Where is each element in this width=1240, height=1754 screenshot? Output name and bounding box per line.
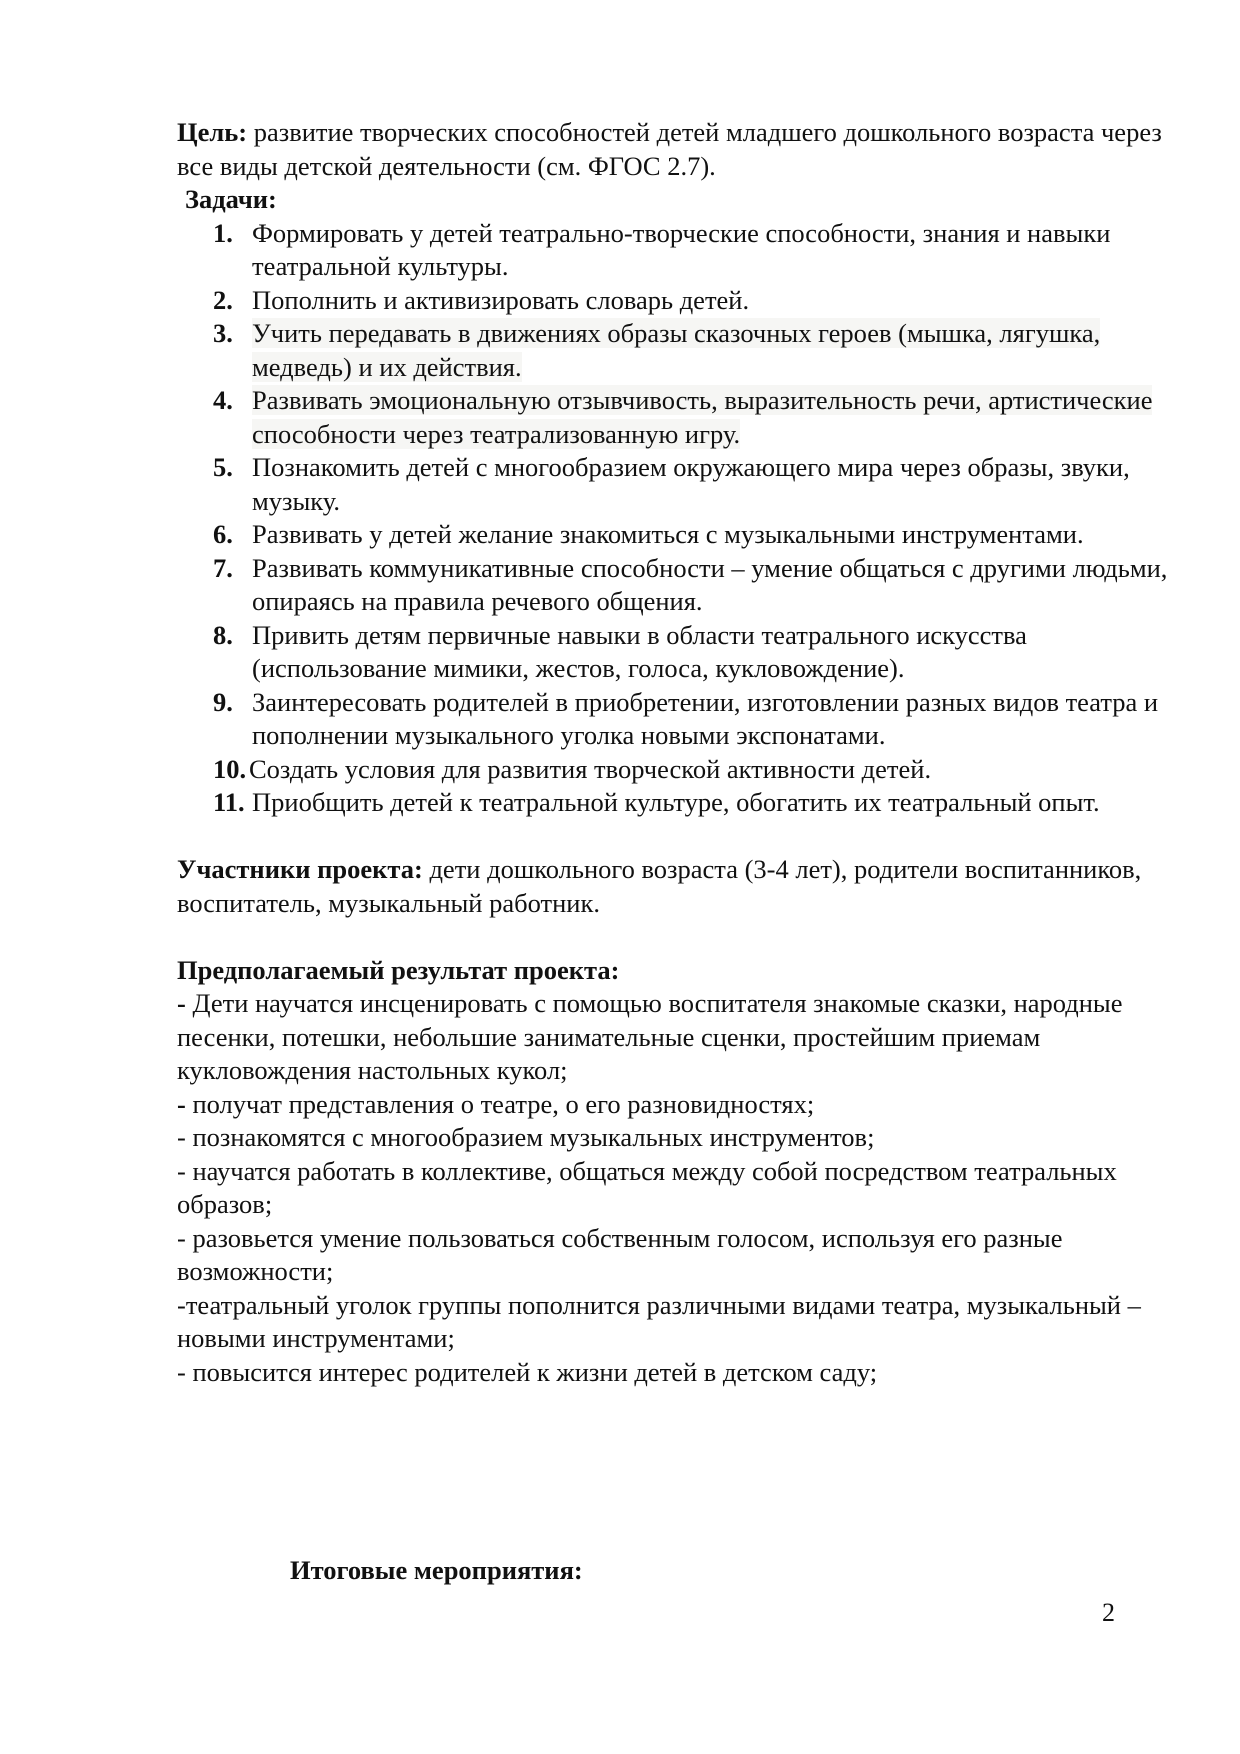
task-text: Развивать коммуникативные способности – умение общаться с другими людьми, опираясь на правила речевого общения. [252, 552, 1168, 616]
task-item [177, 619, 1177, 686]
task-number: 5. [213, 452, 233, 482]
task-number: 6. [213, 519, 233, 549]
result-item [177, 1356, 1177, 1390]
task-item [177, 786, 1177, 820]
result-text: - научатся работать в коллективе, общаться между собой посредством театральных образов; [177, 1155, 1117, 1219]
task-item [177, 451, 1177, 518]
result-dash: - [177, 1088, 186, 1119]
task-item [177, 686, 1177, 753]
task-number: 1. [213, 217, 233, 248]
task-number: 9. [213, 686, 233, 717]
goal-label: Цель: [177, 117, 248, 147]
task-item [177, 753, 1177, 787]
task-text: Учить передавать в движениях образы сказочных героев (мышка, лягушка, медведь) и их действия. [252, 318, 1101, 382]
task-text: Формировать у детей театрально-творческие способности, знания и навыки театральной культуры. [252, 217, 1111, 281]
result-text: Дети научатся инсценировать с помощью воспитателя знакомые сказки, народные песенки, потешки, небольшие занимательные сценки, простейшим приемам кукловождения настольных кукол; [177, 988, 1123, 1085]
task-number: 7. [213, 552, 233, 583]
spacer [177, 820, 1177, 854]
result-text: - разовьется умение пользоваться собственным голосом, используя его разные возможности; [177, 1222, 1063, 1286]
participants-text: дети дошкольного возраста (3-4 лет), родители воспитанников, воспитатель, музыкальный работник. [177, 854, 1142, 918]
goal-paragraph [177, 116, 1177, 183]
task-item [177, 284, 1177, 318]
result-item [177, 1155, 1177, 1222]
task-text: Познакомить детей с многообразием окружающего мира через образы, звуки, музыку. [252, 452, 1130, 516]
task-text: Приобщить детей к театральной культуре, обогатить их театральный опыт. [252, 787, 1100, 817]
task-number: 11. [213, 787, 245, 817]
task-item [177, 384, 1177, 451]
task-text: Заинтересовать родителей в приобретении, изготовлении разных видов театра и пополнении музыкального уголка новыми экспонатами. [252, 686, 1159, 750]
task-number: 10. [213, 753, 247, 784]
tasks-list [177, 217, 1177, 820]
task-text: Привить детям первичные навыки в области театрального искусства (использование мимики, жестов, голоса, кукловождение). [252, 619, 1027, 683]
task-number: 4. [213, 385, 233, 415]
results-list [177, 987, 1177, 1389]
participants-label: Участники проекта: [177, 854, 423, 884]
result-text: -театральный уголок группы пополнится различными видами театра, музыкальный – новыми инструментами; [177, 1289, 1141, 1353]
participants-paragraph [177, 853, 1177, 920]
task-item [177, 552, 1177, 619]
task-number: 3. [213, 318, 233, 348]
task-number: 2. [213, 284, 233, 315]
page-number: 2 [1102, 1598, 1115, 1627]
task-text: Пополнить и активизировать словарь детей. [252, 284, 750, 315]
result-item [177, 1289, 1177, 1356]
spacer [177, 920, 1177, 954]
result-text: - повысится интерес родителей к жизни детей в детском саду; [177, 1356, 878, 1387]
task-text: Создать условия для развития творческой активности детей. [249, 753, 932, 784]
result-text: - познакомятся с многообразием музыкальных инструментов; [177, 1122, 875, 1152]
task-text: Развивать эмоциональную отзывчивость, выразительность речи, артистические способности через театрализованную игру. [252, 385, 1153, 449]
tasks-heading: Задачи: [185, 184, 277, 214]
task-number: 8. [213, 619, 233, 650]
task-item [177, 518, 1177, 552]
task-item [177, 217, 1177, 284]
final-events-heading: Итоговые мероприятия: [290, 1555, 583, 1585]
goal-text: развитие творческих способностей детей младшего дошкольного возраста через все виды детской деятельности (см. ФГОС 2.7). [177, 117, 1162, 181]
result-item [177, 987, 1177, 1088]
result-text: получат представления о театре, о его разновидностях; [185, 1088, 815, 1119]
result-dash: - [177, 988, 186, 1018]
results-heading: Предполагаемый результат проекта: [177, 954, 620, 985]
result-item [177, 1121, 1177, 1155]
result-item [177, 1088, 1177, 1122]
page-content [177, 116, 1177, 1389]
result-item [177, 1222, 1177, 1289]
task-item [177, 317, 1177, 384]
task-text: Развивать у детей желание знакомиться с музыкальными инструментами. [252, 519, 1084, 549]
